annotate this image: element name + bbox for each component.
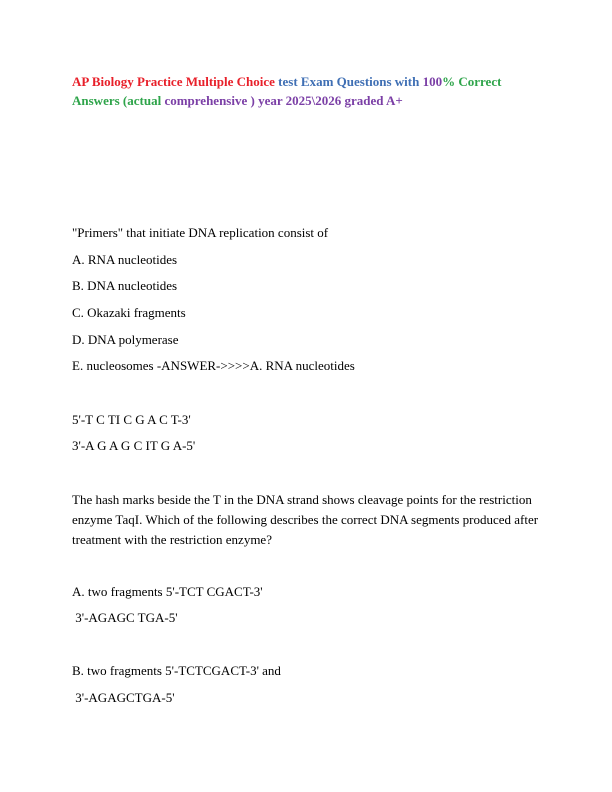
title-part-4: % Correct xyxy=(442,74,502,89)
question-2-option-a-line2: 3'-AGAGC TGA-5' xyxy=(72,610,178,625)
question-1-text: "Primers" that initiate DNA replication consist of xyxy=(72,225,329,240)
question-2-option-b-line2: 3'-AGAGCTGA-5' xyxy=(72,690,175,705)
question-1-option-e-answer: E. nucleosomes -ANSWER->>>>A. RNA nucleotides xyxy=(72,358,355,373)
question-1-option-a: A. RNA nucleotides xyxy=(72,252,178,267)
dna-bottom-strand: 3'-A G A G C IT G A-5' xyxy=(72,438,196,453)
dna-top-strand: 5'-T C TI C G A C T-3' xyxy=(72,412,191,427)
question-1-option-d: D. DNA polymerase xyxy=(72,332,179,347)
question-2-option-a-line1: A. two fragments 5'-TCT CGACT-3' xyxy=(72,584,263,599)
question-1-option-c: C. Okazaki fragments xyxy=(72,305,186,320)
title-part-2: test Exam Questions with xyxy=(278,74,423,89)
title-part-5: Answers (actual xyxy=(72,93,165,108)
title-part-1: AP Biology Practice Multiple Choice xyxy=(72,74,279,89)
question-2-text: The hash marks beside the T in the DNA strand shows cleavage points for the restriction enzyme TaqI. Which of the following describes the correct DNA segments produced after treatment with the restriction enzyme? xyxy=(72,492,539,547)
title-part-6: comprehensive ) year 2025\2026 graded A+ xyxy=(164,93,403,108)
document-title xyxy=(72,72,552,110)
title-part-3: 100 xyxy=(422,74,443,89)
question-2-option-b-line1: B. two fragments 5'-TCTCGACT-3' and xyxy=(72,663,281,678)
question-1-option-b: B. DNA nucleotides xyxy=(72,278,178,293)
